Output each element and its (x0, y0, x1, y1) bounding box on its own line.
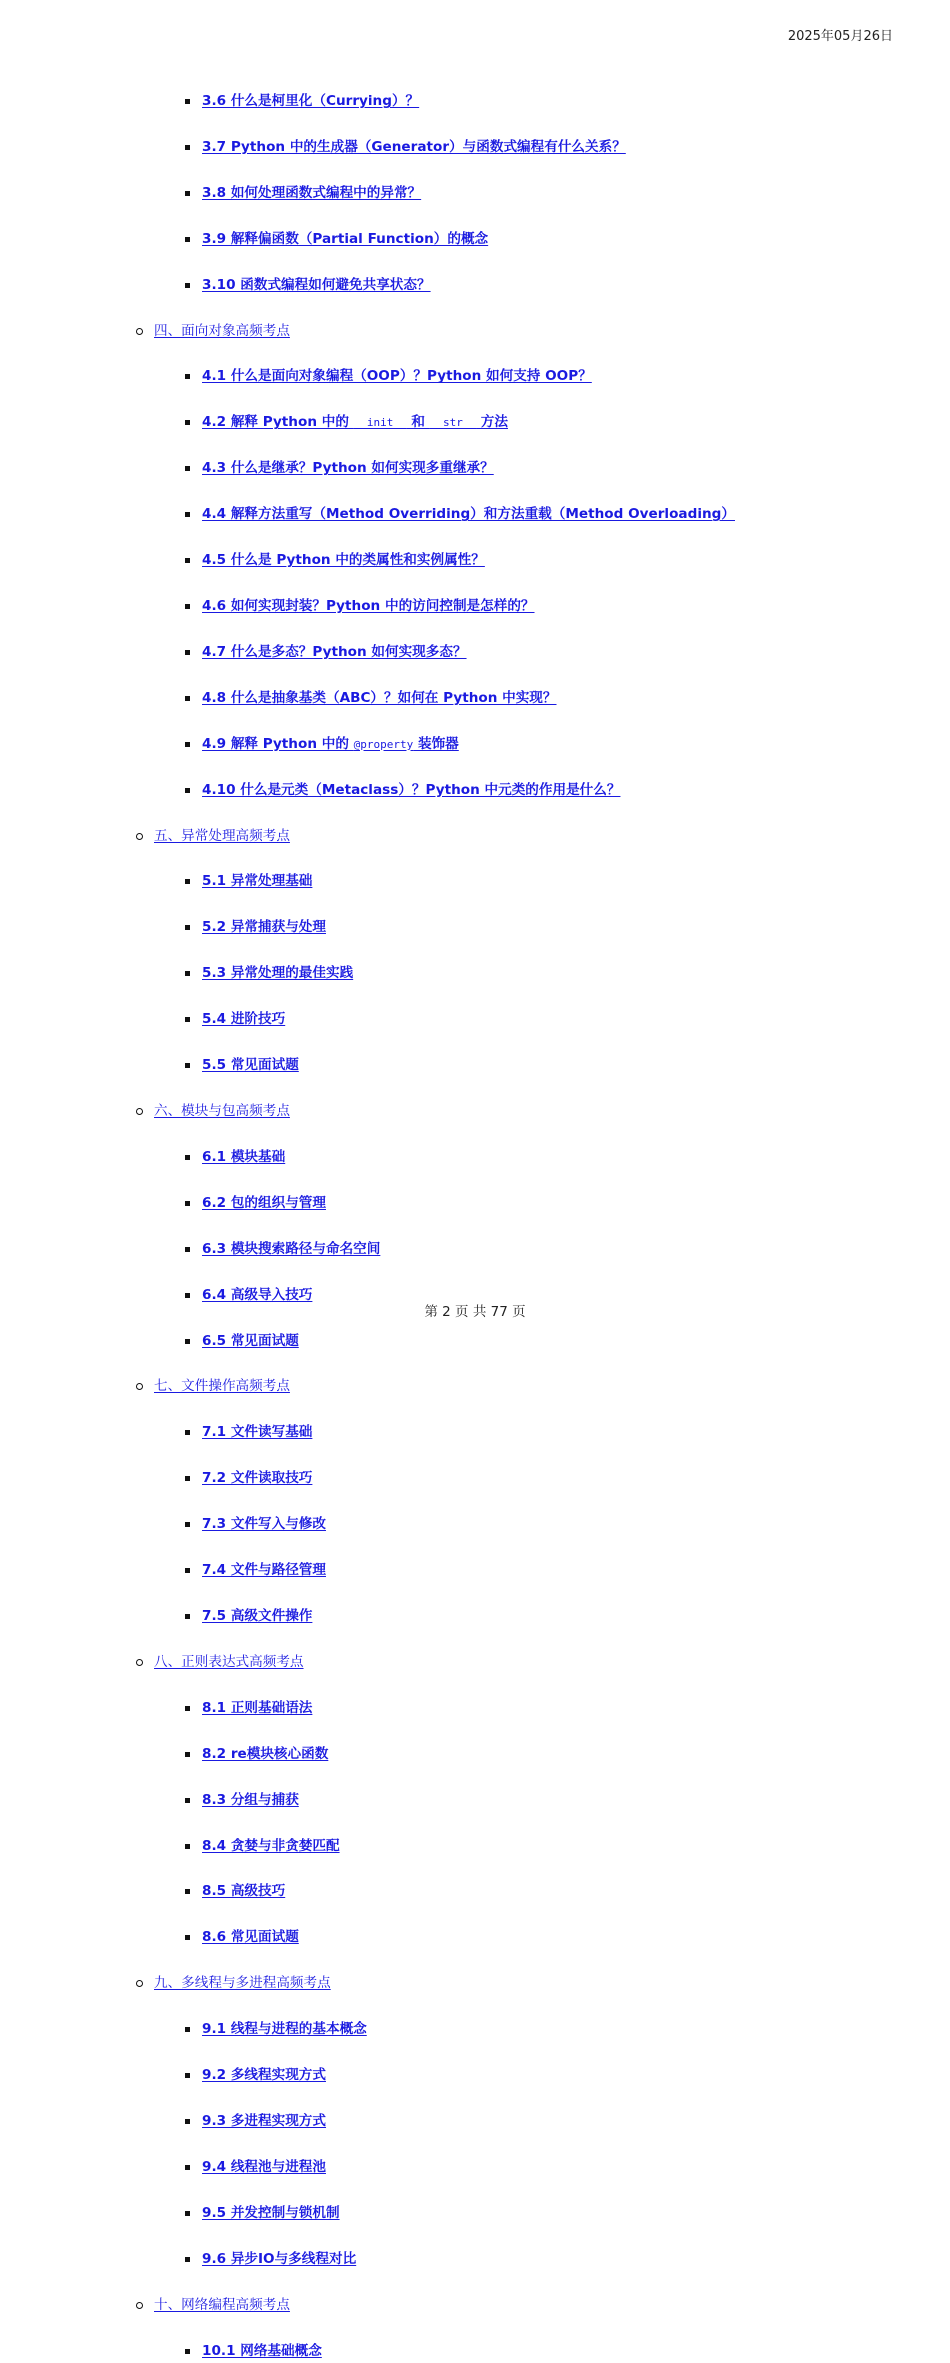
square-bullet-icon (185, 420, 190, 425)
square-bullet-icon (185, 1430, 190, 1435)
toc-link[interactable]: 4.4 解释方法重写（Method Overriding）和方法重载（Method Overloading） (202, 506, 735, 523)
toc-subsection (202, 870, 950, 893)
toc-subsection (202, 2340, 950, 2363)
toc-link[interactable]: 4.1 什么是面向对象编程（OOP）？Python 如何支持 OOP？ (202, 368, 592, 385)
toc-link[interactable]: 4.5 什么是 Python 中的类属性和实例属性？ (202, 552, 485, 569)
square-bullet-icon (185, 558, 190, 563)
toc-link[interactable]: 6.3 模块搜索路径与命名空间 (202, 1240, 381, 1257)
toc-link[interactable]: 8.1 正则基础语法 (202, 1699, 313, 1716)
toc-link[interactable]: 5.3 异常处理的最佳实践 (202, 965, 354, 982)
toc-link[interactable]: 3.9 解释偏函数（Partial Function）的概念 (202, 230, 489, 247)
toc-subsection (202, 733, 950, 756)
square-bullet-icon (185, 1339, 190, 1344)
toc-link[interactable]: 3.7 Python 中的生成器（Generator）与函数式编程有什么关系？ (202, 138, 626, 155)
toc-link[interactable]: 4.10 什么是元类（Metaclass）？Python 中元类的作用是什么？ (202, 781, 621, 798)
toc-subsection (202, 1835, 950, 1858)
toc-link[interactable]: 七、文件操作高频考点 (154, 1378, 290, 1395)
square-bullet-icon (185, 1017, 190, 1022)
toc-link[interactable]: 六、模块与包高频考点 (154, 1103, 290, 1120)
square-bullet-icon (185, 1522, 190, 1527)
square-bullet-icon (185, 1844, 190, 1849)
square-bullet-icon (185, 1798, 190, 1803)
toc-link[interactable]: 8.2 re模块核心函数 (202, 1745, 329, 1762)
square-bullet-icon (185, 99, 190, 104)
toc-link[interactable]: 五、异常处理高频考点 (154, 827, 290, 844)
hollow-circle-bullet-icon (136, 328, 143, 335)
square-bullet-icon (185, 742, 190, 747)
toc-subsection (202, 2018, 950, 2041)
toc-subsection (202, 1743, 950, 1766)
toc-link[interactable] (202, 736, 459, 752)
toc-link[interactable]: 8.5 高级技巧 (202, 1883, 286, 1900)
square-bullet-icon (185, 2211, 190, 2216)
toc-subsection (202, 687, 950, 710)
toc-link[interactable]: 3.10 函数式编程如何避免共享状态？ (202, 276, 431, 293)
toc-link[interactable]: 4.3 什么是继承？Python 如何实现多重继承？ (202, 460, 494, 477)
toc-section (154, 1972, 950, 1995)
toc-link[interactable]: 7.5 高级文件操作 (202, 1608, 313, 1625)
toc-link-text: 装饰器 (413, 735, 459, 752)
square-bullet-icon (185, 237, 190, 242)
toc-link[interactable]: 9.3 多进程实现方式 (202, 2113, 326, 2130)
toc-subsection (202, 2064, 950, 2087)
square-bullet-icon (185, 650, 190, 655)
square-bullet-icon (185, 2027, 190, 2032)
square-bullet-icon (185, 2349, 190, 2354)
toc-link[interactable]: 八、正则表达式高频考点 (154, 1653, 304, 1670)
toc-link[interactable]: 8.3 分组与捕获 (202, 1791, 299, 1808)
square-bullet-icon (185, 2119, 190, 2124)
toc-subsection (202, 274, 950, 297)
toc-subsection (202, 1192, 950, 1215)
toc-subsection (202, 1697, 950, 1720)
square-bullet-icon (185, 512, 190, 517)
toc-subsection (202, 1559, 950, 1582)
toc-link[interactable]: 4.6 如何实现封装？Python 中的访问控制是怎样的？ (202, 598, 535, 614)
toc-link[interactable]: 7.4 文件与路径管理 (202, 1562, 326, 1579)
toc-section (154, 1100, 950, 1123)
toc-subsection (202, 136, 950, 159)
hollow-circle-bullet-icon (136, 1659, 143, 1666)
toc-link[interactable]: 3.6 什么是柯里化（Currying）？ (202, 93, 420, 109)
toc-subsection (202, 1926, 950, 1949)
code-inline: __str__ (429, 416, 477, 430)
square-bullet-icon (185, 191, 190, 196)
toc-subsection (202, 2202, 950, 2225)
toc-subsection (202, 549, 950, 572)
toc-subsection (202, 1054, 950, 1077)
toc-subsection (202, 365, 950, 388)
toc-subsection (202, 1146, 950, 1169)
toc-section (154, 320, 950, 343)
toc-link-text: 4.9 解释 Python 中的 (202, 735, 354, 752)
toc-link[interactable]: 7.2 文件读取技巧 (202, 1470, 313, 1487)
square-bullet-icon (185, 1568, 190, 1573)
toc-section (154, 825, 950, 848)
hollow-circle-bullet-icon (136, 1383, 143, 1390)
toc-link[interactable]: 九、多线程与多进程高频考点 (154, 1975, 331, 1992)
square-bullet-icon (185, 696, 190, 701)
toc-link[interactable]: 9.6 异步IO与多线程对比 (202, 2250, 357, 2267)
square-bullet-icon (185, 2073, 190, 2078)
square-bullet-icon (185, 1935, 190, 1940)
toc-link[interactable]: 8.4 贪婪与非贪婪匹配 (202, 1837, 340, 1854)
toc-subsection (202, 1789, 950, 1812)
square-bullet-icon (185, 971, 190, 976)
square-bullet-icon (185, 1752, 190, 1757)
toc-link[interactable]: 5.2 异常捕获与处理 (202, 919, 326, 936)
toc-subsection (202, 2110, 950, 2133)
toc-subsection (202, 1008, 950, 1031)
toc-subsection (202, 1421, 950, 1444)
toc-subsection (202, 962, 950, 985)
toc-link[interactable]: 4.8 什么是抽象基类（ABC）？如何在 Python 中实现？ (202, 689, 557, 706)
square-bullet-icon (185, 2257, 190, 2262)
hollow-circle-bullet-icon (136, 2302, 143, 2309)
toc-subsection (202, 1467, 950, 1490)
toc-link[interactable]: 3.8 如何处理函数式编程中的异常？ (202, 184, 422, 201)
toc-link[interactable]: 9.1 线程与进程的基本概念 (202, 2021, 367, 2038)
toc-subsection (202, 90, 950, 113)
toc-link-text: 方法 (476, 414, 508, 431)
square-bullet-icon (185, 1201, 190, 1206)
code-inline: __init__ (353, 416, 407, 430)
square-bullet-icon (185, 1155, 190, 1160)
square-bullet-icon (185, 145, 190, 150)
square-bullet-icon (185, 2165, 190, 2170)
toc-link[interactable]: 6.5 常见面试题 (202, 1332, 299, 1349)
toc-subsection (202, 1513, 950, 1536)
toc-subsection (202, 1330, 950, 1353)
square-bullet-icon (185, 788, 190, 793)
toc-subsection (202, 1605, 950, 1628)
toc-link[interactable]: 6.4 高级导入技巧 (202, 1286, 313, 1303)
toc-link[interactable]: 9.2 多线程实现方式 (202, 2067, 326, 2084)
toc-link[interactable]: 7.3 文件写入与修改 (202, 1516, 326, 1533)
toc-link[interactable]: 5.5 常见面试题 (202, 1057, 299, 1074)
code-inline: @property (353, 737, 414, 751)
toc-section (154, 1651, 950, 1674)
toc-subsection (202, 595, 950, 618)
square-bullet-icon (185, 879, 190, 884)
toc-subsection (202, 916, 950, 939)
hollow-circle-bullet-icon (136, 1980, 143, 1987)
toc-link[interactable]: 6.2 包的组织与管理 (202, 1194, 326, 1211)
toc-link[interactable]: 8.6 常见面试题 (202, 1929, 299, 1946)
toc-link[interactable]: 十、网络编程高频考点 (154, 2296, 290, 2313)
toc-section (154, 1375, 950, 1398)
toc-subsection (202, 1238, 950, 1261)
toc-subsection (202, 457, 950, 480)
page-footer: 第 2 页 共 77 页 (424, 1304, 526, 1320)
square-bullet-icon (185, 1706, 190, 1711)
toc-link[interactable]: 10.1 网络基础概念 (202, 2342, 322, 2359)
toc-link-text: 4.2 解释 Python 中的 (202, 414, 354, 431)
toc-link[interactable] (202, 414, 508, 430)
square-bullet-icon (185, 604, 190, 609)
toc-link[interactable]: 5.1 异常处理基础 (202, 873, 313, 890)
square-bullet-icon (185, 466, 190, 471)
square-bullet-icon (185, 1063, 190, 1068)
toc-link[interactable]: 5.4 进阶技巧 (202, 1011, 286, 1028)
hollow-circle-bullet-icon (136, 833, 143, 840)
toc-link[interactable]: 9.5 并发控制与锁机制 (202, 2204, 340, 2221)
toc-link[interactable]: 四、面向对象高频考点 (154, 322, 290, 339)
header-date: 2025年05月26日 (787, 29, 893, 44)
toc-section (154, 2294, 950, 2317)
square-bullet-icon (185, 1476, 190, 1481)
toc-subsection (202, 2156, 950, 2179)
toc-link-text: 和 (406, 414, 430, 431)
square-bullet-icon (185, 374, 190, 379)
toc-subsection (202, 641, 950, 664)
toc-subsection (202, 2248, 950, 2271)
toc-subsection (202, 779, 950, 802)
toc-subsection (202, 411, 950, 434)
square-bullet-icon (185, 1614, 190, 1619)
square-bullet-icon (185, 925, 190, 930)
toc-subsection (202, 182, 950, 205)
toc-link[interactable]: 6.1 模块基础 (202, 1148, 286, 1165)
square-bullet-icon (185, 1293, 190, 1298)
hollow-circle-bullet-icon (136, 1108, 143, 1115)
toc-link[interactable]: 4.7 什么是多态？Python 如何实现多态？ (202, 643, 467, 660)
square-bullet-icon (185, 1247, 190, 1252)
toc-subsection (202, 228, 950, 251)
square-bullet-icon (185, 283, 190, 288)
toc-subsection (202, 503, 950, 526)
toc-link[interactable]: 9.4 线程池与进程池 (202, 2158, 326, 2175)
toc-link[interactable]: 7.1 文件读写基础 (202, 1424, 313, 1441)
square-bullet-icon (185, 1889, 190, 1894)
toc-subsection (202, 1880, 950, 1903)
